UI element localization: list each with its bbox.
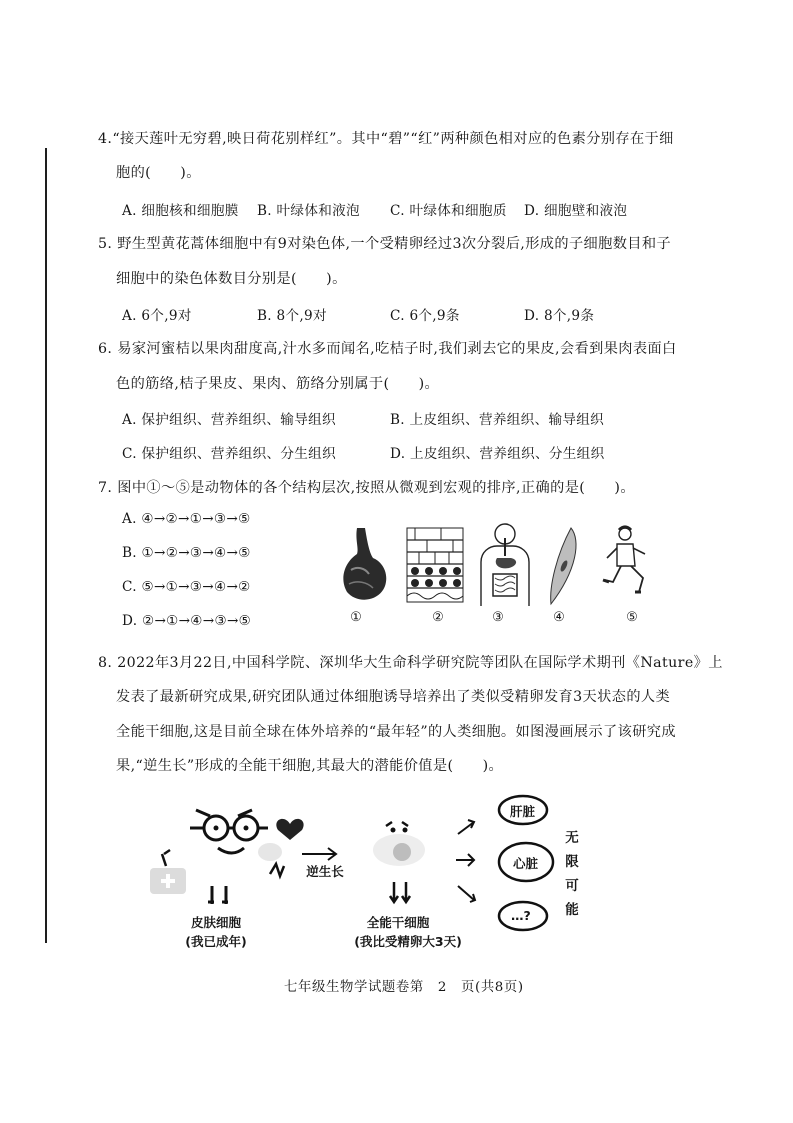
tissue-icon [407,528,463,602]
unknown-outcome-label: …? [511,908,531,923]
stem-cell-caption: 全能干细胞 [366,915,430,930]
q7-figure [335,522,665,608]
heart-icon [276,819,303,840]
running-person-icon [603,527,645,592]
stomach-icon [343,528,386,600]
branch-arrow-mid [456,854,474,866]
q6-option-b: B. 上皮组织、营养组织、输导组织 [390,412,605,428]
adult-face-icon [190,810,282,861]
branch-arrow-down [458,886,475,902]
binding-margin-line [45,148,47,943]
q6-stem-line2: 色的筋络,桔子果皮、果肉、筋络分别属于( )。 [116,376,440,392]
q7-figure-label-3: ③ [492,610,504,625]
medical-bag-icon [150,850,186,894]
q7-option-b: B. ①→②→③→④→⑤ [122,545,251,561]
digestive-system-icon [481,524,529,606]
adult-legs-icon [208,886,228,904]
reverse-growth-label: 逆生长 [306,864,344,879]
q6-option-a: A. 保护组织、营养组织、输导组织 [122,412,336,428]
q4-option-b: B. 叶绿体和液泡 [257,203,360,219]
q5-stem-line1: 5. 野生型黄花蒿体细胞中有9对染色体,一个受精卵经过3次分裂后,形成的子细胞数目和子 [98,236,672,252]
skin-cell-note: (我已成年) [185,934,247,949]
stem-cell-face-icon [373,822,425,902]
q5-stem-line2: 细胞中的染色体数目分别是( )。 [116,271,347,287]
q5-option-d: D. 8个,9条 [524,308,595,324]
skin-cell-caption: 皮肤细胞 [190,915,241,930]
q5-option-a: A. 6个,9对 [122,308,192,324]
q4-option-d: D. 细胞壁和液泡 [524,203,628,219]
q4-stem-line2: 胞的( )。 [116,165,201,181]
stem-cell-note: (我比受精卵大3天) [354,934,462,949]
q4-option-a: A. 细胞核和细胞膜 [122,203,239,219]
heart-outcome-label: 心脏 [513,856,539,871]
hand-gesture-icon [270,864,284,876]
q7-figure-label-4: ④ [553,610,565,625]
q5-option-c: C. 6个,9条 [390,308,460,324]
q6-stem-line1: 6. 易家河蜜桔以果肉甜度高,汁水多而闻名,吃桔子时,我们剥去它的果皮,会看到果肉表面白 [98,341,677,357]
q7-figure-label-2: ② [432,610,444,625]
q8-stem-line2: 发表了最新研究成果,研究团队通过体细胞诱导培养出了类似受精卵发育3天状态的人类 [116,689,671,705]
muscle-cell-icon [551,528,576,604]
infinite-possibility-vertical-text: 无限可能 [565,830,579,918]
q7-stem: 7. 图中①～⑤是动物体的各个结构层次,按照从微观到宏观的排序,正确的是( )。 [98,480,635,496]
page-footer: 七年级生物学试题卷第 2 页(共8页) [284,980,524,995]
q8-stem-line4: 果,“逆生长”形成的全能干细胞,其最大的潜能价值是( )。 [116,758,504,774]
q6-option-c: C. 保护组织、营养组织、分生组织 [122,446,336,462]
q4-stem-line1: 4.“接天莲叶无穷碧,映日荷花别样红”。其中“碧”“红”两种颜色相对应的色素分别存在于细 [98,131,674,147]
q8-stem-line3: 全能干细胞,这是目前全球在体外培养的“最年轻”的人类细胞。如图漫画展示了该研究成 [116,724,676,740]
q7-option-c: C. ⑤→①→③→④→② [122,579,251,595]
q7-option-a: A. ④→②→①→③→⑤ [122,511,251,527]
q7-figure-label-5: ⑤ [626,610,638,625]
branch-arrow-up [458,820,474,834]
liver-outcome-label: 肝脏 [510,804,536,819]
q7-figure-label-1: ① [350,610,362,625]
q8-stem-line1: 8. 2022年3月22日,中国科学院、深圳华大生命科学研究院等团队在国际学术期刊《Nature》上 [98,655,723,671]
q4-option-c: C. 叶绿体和细胞质 [390,203,507,219]
q7-option-d: D. ②→①→④→③→⑤ [122,613,252,629]
q6-option-d: D. 上皮组织、营养组织、分生组织 [390,446,605,462]
reverse-growth-arrow [302,848,336,860]
q5-option-b: B. 8个,9对 [257,308,327,324]
